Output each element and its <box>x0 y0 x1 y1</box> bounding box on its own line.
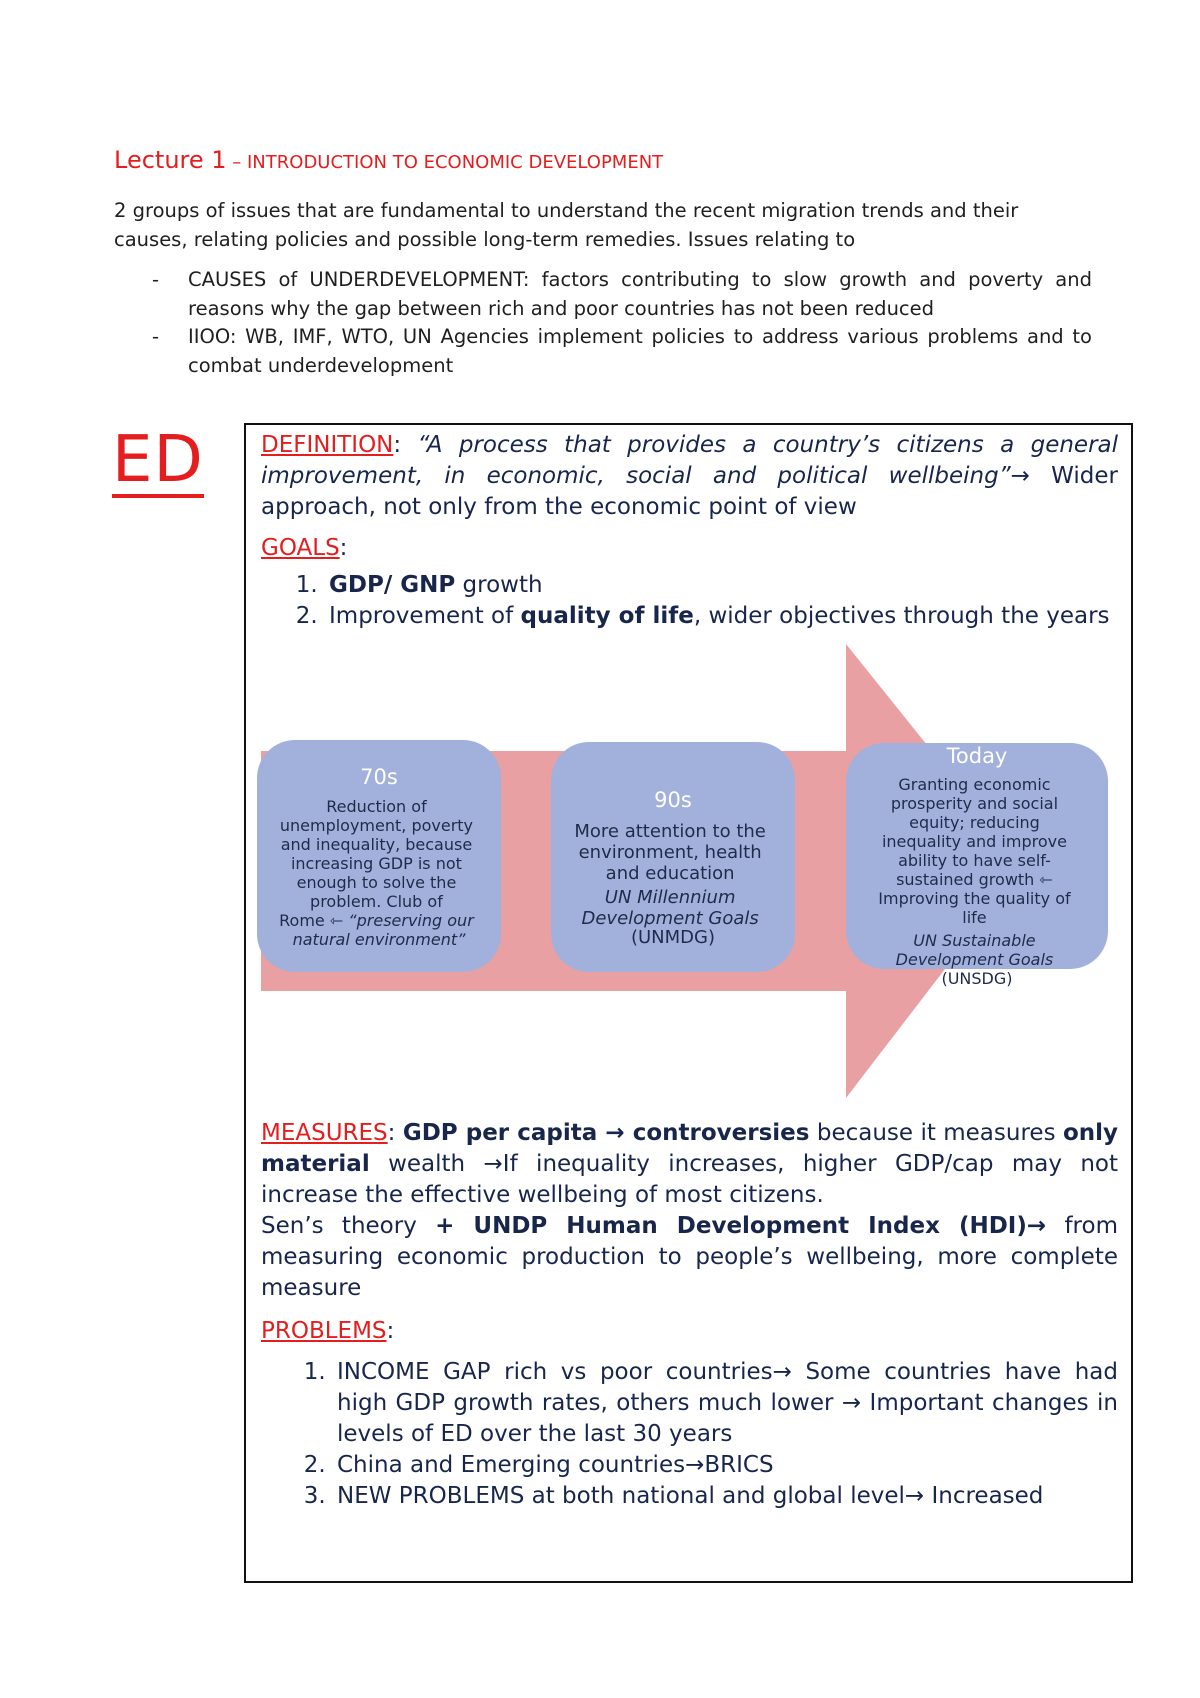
problems-section: PROBLEMS: 1. INCOME GAP rich vs poor countries→ Some countries have had high GDP growth rates, others much lower → Important changes in levels of ED over the last 30 years 2. China and Emerging countries→BRICS 3. NEW PROBLEMS at both national and global level→ Increased <box>261 1316 1118 1512</box>
stage-today <box>846 743 1108 988</box>
problems-label: PROBLEMS <box>261 1318 387 1344</box>
issues-list <box>114 266 1092 380</box>
list-item: 2. Improvement of quality of life, wider objectives through the years <box>325 601 1118 632</box>
goals-list <box>261 570 1118 632</box>
list-item-text: IIOO: WB, IMF, WTO, UN Agencies implement policies to address various problems and to combat underdevelopment <box>188 325 1092 377</box>
lecture-number: Lecture 1 <box>114 146 227 174</box>
ed-side-label: ED <box>112 423 204 497</box>
definition-paragraph: DEFINITION: “A process that provides a country’s citizens a general improvement, in economic, social and political wellbeing”→ Wider approach, not only from the economic point of view <box>261 432 1119 520</box>
list-item: 1. INCOME GAP rich vs poor countries→ Some countries have had high GDP growth rates, others much lower → Important changes in levels of ED over the last 30 years <box>333 1357 1118 1450</box>
lecture-title <box>114 146 663 174</box>
list-item <box>114 266 1092 323</box>
measures-label: MEASURES <box>261 1120 388 1146</box>
intro-paragraph: 2 groups of issues that are fundamental to understand the recent migration trends and their causes, relating policies and possible long-term remedies. Issues relating to <box>114 199 1019 251</box>
timeline-diagram <box>246 636 1133 1116</box>
problems-list <box>261 1357 1118 1512</box>
stage-title: 90s <box>654 788 692 812</box>
stage-70s <box>257 740 501 972</box>
goals-section: GOALS: 1. GDP/ GNP growth 2. Improvement of quality of life, wider objectives through the years <box>261 533 1118 632</box>
timeline-svg <box>246 636 1133 1116</box>
stage-description: Granting economic prosperity and social equity; reducing inequality and improve ability to have self- sustained growth ⇽ Improving the quality of life UN Sustainable Development Goals (UNSDG) <box>878 775 1071 988</box>
list-item: 2. China and Emerging countries→BRICS <box>333 1450 1118 1481</box>
arrow-glyph: → <box>1010 463 1030 489</box>
definition-rest: Wider approach, not only from the economic point of view <box>261 463 1118 520</box>
list-item-text: CAUSES of UNDERDEVELOPMENT: factors contributing to slow growth and poverty and reasons why the gap between rich and poor countries has not been reduced <box>188 268 1092 320</box>
list-item: 3. NEW PROBLEMS at both national and global level→ Increased <box>333 1481 1118 1512</box>
stage-title: Today <box>946 744 1008 768</box>
definition-quote: “A process that provides a country’s citizens a general improvement, in economic, social and political wellbeing” <box>261 432 1119 489</box>
stage-description: More attention to the environment, health and education UN Millennium Development Goals (UNMDG) <box>574 821 766 948</box>
list-item: 1. GDP/ GNP growth <box>325 570 1118 601</box>
ed-content-box <box>244 423 1133 1583</box>
stage-90s <box>551 742 795 972</box>
goals-label: GOALS <box>261 535 340 561</box>
definition-label: DEFINITION <box>261 432 394 458</box>
list-item <box>114 323 1092 380</box>
measures-paragraph: MEASURES: GDP per capita → controversies because it measures only material wealth →If inequality increases, higher GDP/cap may not increase the effective wellbeing of most citizens. Sen’s theory + UNDP Human Development Index (HDI)→ from measuring economic production to people’s wellbeing, more complete measure <box>261 1120 1119 1301</box>
bullet-dash: - <box>152 325 160 348</box>
stage-description: Reduction of unemployment, poverty and inequality, because increasing GDP is not enough to solve the problem. Club of Rome ⇽ “preserving our natural environment” <box>279 797 474 949</box>
bullet-dash: - <box>152 268 160 291</box>
lecture-subtitle: – INTRODUCTION TO ECONOMIC DEVELOPMENT <box>232 152 664 173</box>
stage-title: 70s <box>360 765 398 789</box>
